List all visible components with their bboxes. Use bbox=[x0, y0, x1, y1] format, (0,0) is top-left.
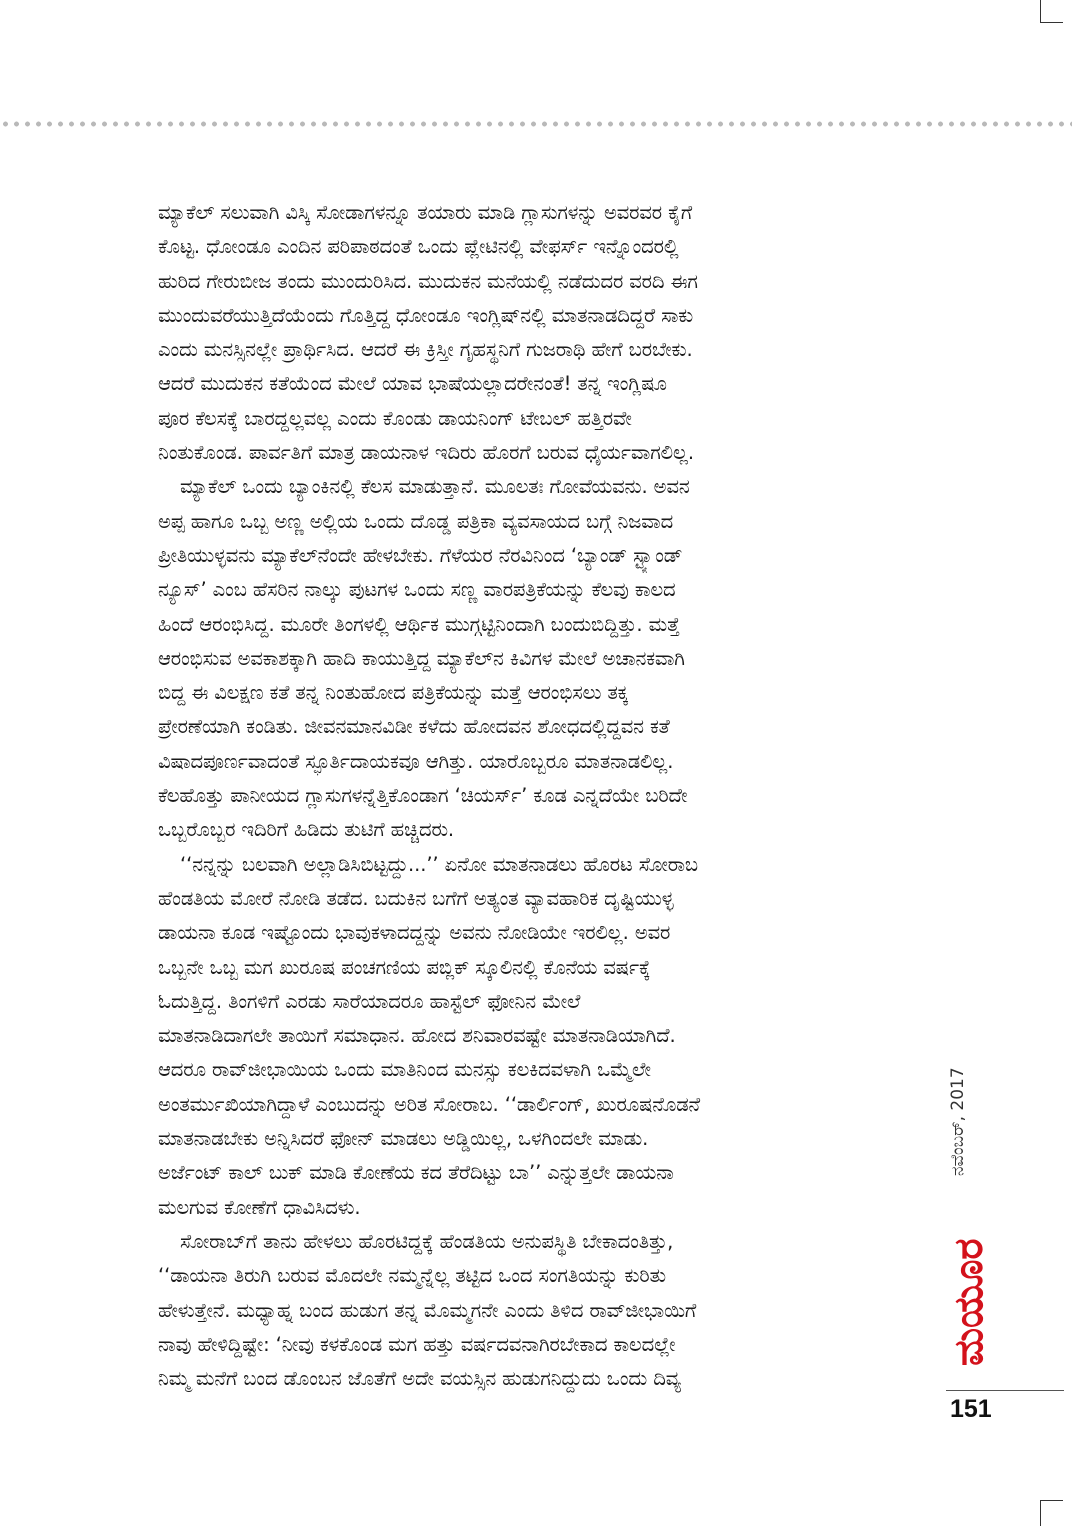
dotted-rule bbox=[0, 120, 1072, 128]
text-line: ನಿಮ್ಮ ಮನೆಗೆ ಬಂದ ಡೊಂಬನ ಜೊತೆಗೆ ಅದೇ ವಯಸ್ಸಿನ ಹುಡುಗನಿದ್ದುದು ಒಂದು ದಿವ್ಯ bbox=[158, 1367, 681, 1391]
text-line: ಪ್ರೇರಣೆಯಾಗಿ ಕಂಡಿತು. ಜೀವನಮಾನವಿಡೀ ಕಳೆದು ಹೋದವನ ಶೋಧದಲ್ಲಿದ್ದವನ ಕತೆ bbox=[158, 715, 670, 739]
text-line: ಸೋರಾಬ್‌ಗೆ ತಾನು ಹೇಳಲು ಹೊರಟಿದ್ದಕ್ಕೆ ಹೆಂಡತಿಯ ಅನುಪಸ್ಥಿತಿ ಬೇಕಾದಂತಿತ್ತು, bbox=[180, 1229, 674, 1253]
text-line: ಹೇಳುತ್ತೇನೆ. ಮಧ್ಯಾಹ್ನ ಬಂದ ಹುಡುಗ ತನ್ನ ಮೊಮ್ಮಗನೇ ಎಂದು ತಿಳಿದ ರಾವ್‌ಜೀಭಾಯಿಗೆ bbox=[158, 1298, 697, 1322]
text-line: ಹಿಂದೆ ಆರಂಭಿಸಿದ್ದ. ಮೂರೇ ತಿಂಗಳಲ್ಲಿ ಆರ್ಥಿಕ ಮುಗ್ಗಟ್ಟಿನಿಂದಾಗಿ ಬಂದುಬಿದ್ದಿತ್ತು. ಮತ್ತೆ bbox=[158, 612, 680, 636]
text-line: ಪೂರ ಕೆಲಸಕ್ಕೆ ಬಾರದ್ದಲ್ಲವಲ್ಲ ಎಂದು ಕೊಂಡು ಡಾಯನಿಂಗ್ ಟೇಬಲ್ ಹತ್ತಿರವೇ bbox=[158, 406, 632, 430]
crop-mark-bottom bbox=[1040, 1500, 1063, 1526]
text-line: ನ್ಯೂಸ್’ ಎಂಬ ಹೆಸರಿನ ನಾಲ್ಕು ಪುಟಗಳ ಒಂದು ಸಣ್ಣ ವಾರಪತ್ರಿಕೆಯನ್ನು ಕೆಲವು ಕಾಲದ bbox=[158, 578, 676, 602]
text-line: ಎಂದು ಮನಸ್ಸಿನಲ್ಲೇ ಪ್ರಾರ್ಥಿಸಿದ. ಆದರೆ ಈ ಕ್ರಿಸ್ತೀ ಗೃಹಸ್ಥನಿಗೆ ಗುಜರಾಥಿ ಹೇಗೆ ಬರಬೇಕು. bbox=[158, 338, 693, 362]
text-line: ಕೊಟ್ಟ. ಧೋಂಡೂ ಎಂದಿನ ಪರಿಪಾಠದಂತೆ ಒಂದು ಪ್ಲೇಟಿನಲ್ಲಿ ವೇಫರ್ಸ್ ಇನ್ನೊಂದರಲ್ಲಿ bbox=[158, 235, 679, 259]
issue-date: ನವೆಂಬರ್, 2017 bbox=[948, 1067, 968, 1176]
text-line: ಬಿದ್ದ ಈ ವಿಲಕ್ಷಣ ಕತೆ ತನ್ನ ನಿಂತುಹೋದ ಪತ್ರಿಕೆಯನ್ನು ಮತ್ತೆ ಆರಂಭಿಸಲು ತಕ್ಕ bbox=[158, 681, 629, 705]
text-line: ಒಬ್ಬನೇ ಒಬ್ಬ ಮಗ ಖುರೂಷ ಪಂಚಗಣಿಯ ಪಬ್ಲಿಕ್ ಸ್ಕೂಲಿನಲ್ಲಿ ಕೊನೆಯ ವರ್ಷಕ್ಕೆ bbox=[158, 955, 651, 979]
text-line: ಮಲಗುವ ಕೋಣೆಗೆ ಧಾವಿಸಿದಳು. bbox=[158, 1195, 361, 1219]
text-line: ಆದರೆ ಮುದುಕನ ಕತೆಯೆಂದ ಮೇಲೆ ಯಾವ ಭಾಷೆಯಲ್ಲಾದರೇನಂತೆ! ತನ್ನ ಇಂಗ್ಲಿಷೂ bbox=[158, 372, 667, 396]
paragraph bbox=[158, 470, 903, 847]
text-line: ಓದುತ್ತಿದ್ದ. ತಿಂಗಳಿಗೆ ಎರಡು ಸಾರೆಯಾದರೂ ಹಾಸ್ಟೆಲ್ ಫೋನಿನ ಮೇಲೆ bbox=[158, 989, 581, 1013]
text-line: ಮ್ಯಾಕೆಲ್ ಒಂದು ಬ್ಯಾಂಕಿನಲ್ಲಿ ಕೆಲಸ ಮಾಡುತ್ತಾನೆ. ಮೂಲತಃ ಗೋವೆಯವನು. ಅವನ bbox=[180, 475, 690, 499]
text-line: ನಿಂತುಕೊಂಡ. ಪಾರ್ವತಿಗೆ ಮಾತ್ರ ಡಾಯನಾಳ ಇದಿರು ಹೊರಗೆ ಬರುವ ಧೈರ್ಯವಾಗಲಿಲ್ಲ. bbox=[158, 441, 694, 465]
page-number: 151 bbox=[950, 1395, 992, 1423]
page-number-rule bbox=[946, 1390, 1064, 1391]
text-line: ಮಾತನಾಡಿದಾಗಲೇ ತಾಯಿಗೆ ಸಮಾಧಾನ. ಹೋದ ಶನಿವಾರವಷ್ಟೇ ಮಾತನಾಡಿಯಾಗಿದೆ. bbox=[158, 1024, 676, 1048]
text-line: ಹುರಿದ ಗೇರುಬೀಜ ತಂದು ಮುಂದುರಿಸಿದ. ಮುದುಕನ ಮನೆಯಲ್ಲಿ ನಡೆದುದರ ವರದಿ ಈಗ bbox=[158, 269, 698, 293]
text-line: ಮುಂದುವರೆಯುತ್ತಿದೆಯೆಂದು ಗೊತ್ತಿದ್ದ ಧೋಂಡೂ ಇಂಗ್ಲಿಷ್‌ನಲ್ಲಿ ಮಾತನಾಡದಿದ್ದರೆ ಸಾಕು bbox=[158, 303, 694, 327]
paragraph bbox=[158, 848, 903, 1225]
paragraph bbox=[158, 196, 903, 470]
magazine-logo: ಮಯೂರ bbox=[946, 1238, 992, 1366]
text-line: ಮ್ಯಾಕೆಲ್ ಸಲುವಾಗಿ ವಿಸ್ಕಿ ಸೋಡಾಗಳನ್ನೂ ತಯಾರು ಮಾಡಿ ಗ್ಲಾಸುಗಳನ್ನು ಅವರವರ ಕೈಗೆ bbox=[158, 201, 693, 224]
text-line: ಅಪ್ಪ ಹಾಗೂ ಒಬ್ಬ ಅಣ್ಣ ಅಲ್ಲಿಯ ಒಂದು ದೊಡ್ಡ ಪತ್ರಿಕಾ ವ್ಯವಸಾಯದ ಬಗ್ಗೆ ನಿಜವಾದ bbox=[158, 509, 674, 533]
text-line: ಅರ್ಜೆಂಟ್ ಕಾಲ್ ಬುಕ್ ಮಾಡಿ ಕೋಣೆಯ ಕದ ತೆರೆದಿಟ್ಟು ಬಾ’’ ಎನ್ನುತ್ತಲೇ ಡಾಯನಾ bbox=[158, 1161, 674, 1185]
text-line: ಒಬ್ಬರೊಬ್ಬರ ಇದಿರಿಗೆ ಹಿಡಿದು ತುಟಿಗೆ ಹಚ್ಚಿದರು. bbox=[158, 818, 455, 842]
paragraph bbox=[158, 1225, 903, 1396]
article-body bbox=[158, 196, 903, 1396]
text-line: ಪ್ರೀತಿಯುಳ್ಳವನು ಮ್ಯಾಕೆಲ್‌ನೆಂದೇ ಹೇಳಬೇಕು. ಗೆಳೆಯರ ನೆರವಿನಿಂದ ‘ಬ್ಯಾಂಡ್ ಸ್ಟ್ಯಾಂಡ್ bbox=[158, 543, 683, 567]
text-line: ಆದರೂ ರಾವ್‌ಜೀಭಾಯಿಯ ಒಂದು ಮಾತಿನಿಂದ ಮನಸ್ಸು ಕಲಕಿದವಳಾಗಿ ಒಮ್ಮೆಲೇ bbox=[158, 1058, 651, 1082]
text-line: ‘‘ಡಾಯನಾ ತಿರುಗಿ ಬರುವ ಮೊದಲೇ ನಮ್ಮನ್ನೆಲ್ಲ ತಟ್ಟಿದ ಒಂದ ಸಂಗತಿಯನ್ನು ಕುರಿತು bbox=[158, 1264, 667, 1288]
text-line: ನಾವು ಹೇಳಿದ್ದಿಷ್ಟೇ: ‘ನೀವು ಕಳಕೊಂಡ ಮಗ ಹತ್ತು ವರ್ಷದವನಾಗಿರಬೇಕಾದ ಕಾಲದಲ್ಲೇ bbox=[158, 1332, 676, 1356]
text-line: ಅಂತರ್ಮುಖಿಯಾಗಿದ್ದಾಳೆ ಎಂಬುದನ್ನು ಅರಿತ ಸೋರಾಬ. ‘‘ಡಾರ್ಲಿಂಗ್, ಖುರೂಷನೊಡನೆ bbox=[158, 1092, 701, 1116]
text-line: ‘‘ನನ್ನನ್ನು ಬಲವಾಗಿ ಅಲ್ಲಾಡಿಸಿಬಿಟ್ಟದ್ದು...’’ ಏನೋ ಮಾತನಾಡಲು ಹೊರಟ ಸೋರಾಬ bbox=[180, 852, 699, 876]
text-line: ಡಾಯನಾ ಕೂಡ ಇಷ್ಟೊಂದು ಭಾವುಕಳಾದದ್ದನ್ನು ಅವನು ನೋಡಿಯೇ ಇರಲಿಲ್ಲ. ಅವರ bbox=[158, 921, 671, 945]
text-line: ಮಾತನಾಡಬೇಕು ಅನ್ನಿಸಿದರೆ ಫೋನ್ ಮಾಡಲು ಅಡ್ಡಿಯಿಲ್ಲ, ಒಳಗಿಂದಲೇ ಮಾಡು. bbox=[158, 1127, 649, 1151]
text-line: ಕೆಲಹೊತ್ತು ಪಾನೀಯದ ಗ್ಲಾಸುಗಳನ್ನೆತ್ತಿಕೊಂಡಾಗ ‘ಚಿಯರ್ಸ್’ ಕೂಡ ಎನ್ನದೆಯೇ ಬರಿದೇ bbox=[158, 784, 688, 808]
text-line: ಹೆಂಡತಿಯ ಮೋರೆ ನೋಡಿ ತಡೆದ. ಬದುಕಿನ ಬಗೆಗೆ ಅತ್ಯಂತ ವ್ಯಾವಹಾರಿಕ ದೃಷ್ಟಿಯುಳ್ಳ bbox=[158, 886, 674, 910]
crop-mark-top bbox=[1040, 0, 1063, 23]
text-line: ಆರಂಭಿಸುವ ಅವಕಾಶಕ್ಕಾಗಿ ಹಾದಿ ಕಾಯುತ್ತಿದ್ದ ಮ್ಯಾಕೆಲ್‌ನ ಕಿವಿಗಳ ಮೇಲೆ ಅಚಾನಕವಾಗಿ bbox=[158, 646, 685, 670]
text-line: ವಿಷಾದಪೂರ್ಣವಾದಂತೆ ಸ್ಫೂರ್ತಿದಾಯಕವೂ ಆಗಿತ್ತು. ಯಾರೊಬ್ಬರೂ ಮಾತನಾಡಲಿಲ್ಲ. bbox=[158, 749, 674, 773]
